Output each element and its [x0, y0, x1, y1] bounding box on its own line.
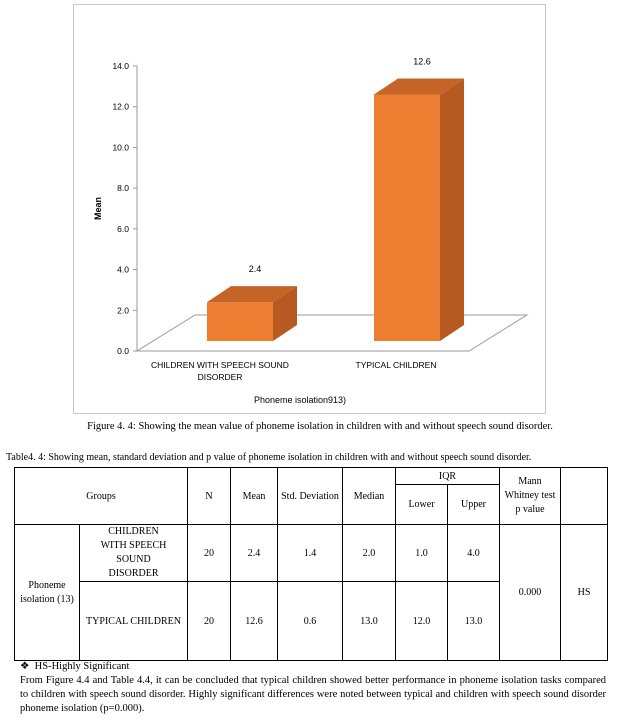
row-std: 0.6	[278, 582, 343, 661]
p-value: 0.000	[500, 525, 561, 661]
row-std: 1.4	[278, 525, 343, 582]
header-median: Median	[343, 468, 396, 525]
row-group-name: TYPICAL CHILDREN	[80, 582, 188, 661]
figure-caption: Figure 4. 4: Showing the mean value of phoneme isolation in children with and without speech sound disorder.	[87, 421, 553, 432]
y-axis-title: Mean	[93, 196, 103, 221]
header-groups: Groups	[15, 468, 188, 525]
row-median: 2.0	[343, 525, 396, 582]
row-n: 20	[188, 525, 231, 582]
row-mean: 12.6	[231, 582, 278, 661]
results-table	[14, 467, 608, 661]
chart-canvas	[74, 5, 545, 413]
y-tick-label: 2.0	[117, 305, 129, 316]
table-row	[15, 525, 608, 582]
y-tick-label: 6.0	[117, 223, 129, 234]
y-tick-label: 10.0	[112, 142, 129, 153]
header-mann-whitney: Mann Whitney test p value	[500, 468, 561, 525]
header-significance	[561, 468, 608, 525]
header-iqr-upper: Upper	[448, 485, 500, 525]
data-label: 2.4	[248, 264, 262, 275]
y-tick-label: 4.0	[117, 264, 129, 275]
data-label: 12.6	[413, 56, 431, 67]
significance-note	[20, 660, 129, 672]
note-text: HS-Highly Significant	[34, 661, 130, 672]
bar-front	[207, 302, 273, 341]
bar-front	[374, 95, 440, 342]
table-caption: Table4. 4: Showing mean, standard deviation and p value of phoneme isolation in children with and without speech sound disorder.	[6, 452, 532, 463]
header-mean: Mean	[231, 468, 278, 525]
y-tick-label: 0.0	[117, 346, 129, 356]
row-upper: 13.0	[448, 582, 500, 661]
y-tick-label: 12.0	[112, 101, 129, 112]
x-axis-title: Phoneme isolation913)	[253, 395, 347, 405]
row-median: 13.0	[343, 582, 396, 661]
category-label: DISORDER	[197, 372, 243, 382]
group-label: Phoneme isolation (13)	[15, 525, 80, 661]
bar-chart	[73, 4, 546, 414]
header-std-deviation: Std. Deviation	[278, 468, 343, 525]
chart-floor	[137, 315, 527, 351]
conclusion-paragraph: From Figure 4.4 and Table 4.4, it can be concluded that typical children showed better performance in phoneme isolation tasks compared to children with speech sound disorder. Highly significant differences were noted between typical and children with speech sound disorder phoneme isolation (p=0.000).	[20, 675, 606, 714]
row-upper: 4.0	[448, 525, 500, 582]
row-lower: 12.0	[396, 582, 448, 661]
row-mean: 2.4	[231, 525, 278, 582]
header-iqr-lower: Lower	[396, 485, 448, 525]
row-lower: 1.0	[396, 525, 448, 582]
category-label: CHILDREN WITH SPEECH SOUND	[151, 360, 289, 370]
header-n: N	[188, 468, 231, 525]
diamond-bullet-icon: ❖	[20, 661, 30, 672]
bar-side	[440, 79, 464, 342]
row-n: 20	[188, 582, 231, 661]
y-tick-label: 14.0	[112, 61, 129, 71]
row-group-name: CHILDREN WITH SPEECH SOUND DISORDER	[80, 525, 188, 582]
significance-value: HS	[561, 525, 608, 661]
category-label: TYPICAL CHILDREN	[355, 360, 437, 370]
y-tick-label: 8.0	[117, 183, 129, 194]
header-iqr: IQR	[396, 468, 500, 485]
